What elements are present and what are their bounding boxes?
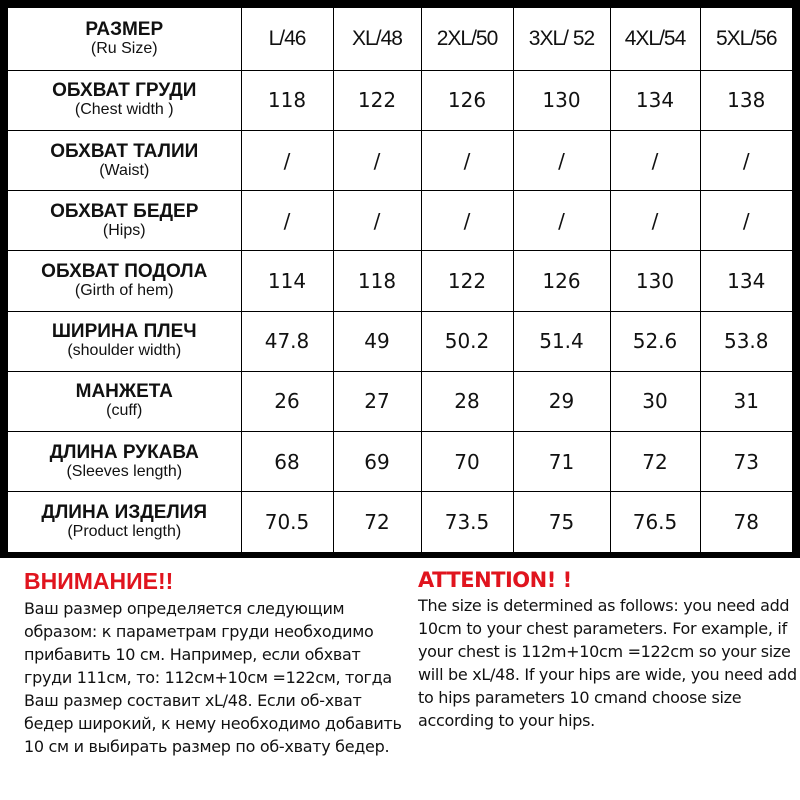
- measurement-cell: 71: [513, 432, 610, 492]
- measurement-cell: 73: [700, 432, 792, 492]
- measurement-cell: /: [421, 191, 513, 251]
- row-label-en: (Waist): [99, 161, 150, 179]
- measurement-cell: 114: [241, 251, 333, 311]
- measurement-cell: /: [513, 191, 610, 251]
- row-label-en: (cuff): [106, 402, 143, 420]
- row-label-ru: ДЛИНА ИЗДЕЛИЯ: [41, 502, 208, 524]
- measurement-cell: 68: [241, 432, 333, 492]
- measurement-cell: 76.5: [610, 492, 700, 552]
- measurement-cell: 122: [333, 70, 421, 130]
- row-label-en: (Product length): [67, 523, 182, 541]
- row-label-cell: [8, 432, 241, 492]
- measurement-cell: 47.8: [241, 311, 333, 371]
- row-label-en: (shoulder width): [67, 342, 182, 360]
- row-label-en: (Sleeves length): [66, 462, 183, 480]
- table-row: [8, 191, 792, 251]
- row-label-en: (Girth of hem): [74, 281, 174, 299]
- size-table: [8, 8, 792, 552]
- measurement-cell: 70.5: [241, 492, 333, 552]
- measurement-cell: /: [700, 191, 792, 251]
- row-label-cell: [8, 371, 241, 431]
- row-label-ru: ОБХВАТ ГРУДИ: [52, 80, 197, 102]
- measurement-cell: /: [333, 130, 421, 190]
- measurement-cell: /: [700, 130, 792, 190]
- measurement-cell: 78: [700, 492, 792, 552]
- table-row: [8, 251, 792, 311]
- row-label-ru: ОБХВАТ ТАЛИИ: [50, 140, 199, 162]
- measurement-cell: 134: [700, 251, 792, 311]
- measurement-cell: 69: [333, 432, 421, 492]
- table-row: [8, 432, 792, 492]
- size-header: 4XL/54: [610, 8, 700, 70]
- attention-text-en: The size is determined as follows: you need add 10cm to your chest parameters. For example, if your chest is 112m+10cm =122cm so your size will be xL/48. If your hips are wide, you need add to hips parameters 10 cmand choose size according to your hips.: [418, 596, 797, 730]
- row-label-ru: ДЛИНА РУКАВА: [49, 441, 199, 463]
- measurement-cell: 29: [513, 371, 610, 431]
- measurement-cell: 31: [700, 371, 792, 431]
- header-row: [8, 8, 792, 70]
- attention-title-en: ATTENTION! !: [418, 568, 572, 592]
- size-header: 2XL/50: [421, 8, 513, 70]
- measurement-cell: 73.5: [421, 492, 513, 552]
- table-row: [8, 311, 792, 371]
- measurement-cell: 27: [333, 371, 421, 431]
- measurement-cell: /: [241, 191, 333, 251]
- table-row: [8, 371, 792, 431]
- row-label-cell: [8, 130, 241, 190]
- measurement-cell: 49: [333, 311, 421, 371]
- measurement-cell: 72: [610, 432, 700, 492]
- size-header: 3XL/ 52: [513, 8, 610, 70]
- measurement-cell: 28: [421, 371, 513, 431]
- header-label-cell: [8, 8, 241, 70]
- measurement-cell: 126: [421, 70, 513, 130]
- measurement-cell: 122: [421, 251, 513, 311]
- measurement-cell: /: [610, 130, 700, 190]
- measurement-cell: 130: [610, 251, 700, 311]
- measurement-cell: /: [421, 130, 513, 190]
- header-label-en: (Ru Size): [90, 39, 158, 57]
- attention-title-ru: ВНИМАНИЕ!!: [24, 568, 174, 594]
- measurement-cell: 52.6: [610, 311, 700, 371]
- table-row: [8, 70, 792, 130]
- measurement-cell: 138: [700, 70, 792, 130]
- measurement-cell: /: [610, 191, 700, 251]
- notes-ru: [24, 568, 409, 758]
- table-row: [8, 492, 792, 552]
- notes-en: [418, 568, 798, 732]
- measurement-cell: /: [513, 130, 610, 190]
- measurement-cell: 26: [241, 371, 333, 431]
- measurement-cell: 118: [241, 70, 333, 130]
- measurement-cell: 51.4: [513, 311, 610, 371]
- measurement-cell: 75: [513, 492, 610, 552]
- measurement-cell: 70: [421, 432, 513, 492]
- measurement-cell: 30: [610, 371, 700, 431]
- measurement-cell: 134: [610, 70, 700, 130]
- row-label-cell: [8, 492, 241, 552]
- size-header: 5XL/56: [700, 8, 792, 70]
- row-label-cell: [8, 191, 241, 251]
- measurement-cell: 130: [513, 70, 610, 130]
- measurement-cell: 118: [333, 251, 421, 311]
- row-label-en: (Chest width ): [74, 101, 174, 119]
- row-label-ru: ШИРИНА ПЛЕЧ: [51, 321, 197, 343]
- row-label-cell: [8, 311, 241, 371]
- row-label-ru: ОБХВАТ БЕДЕР: [50, 200, 199, 222]
- measurement-cell: 72: [333, 492, 421, 552]
- measurement-cell: /: [241, 130, 333, 190]
- measurement-cell: 50.2: [421, 311, 513, 371]
- measurement-cell: /: [333, 191, 421, 251]
- measurement-cell: 126: [513, 251, 610, 311]
- row-label-cell: [8, 70, 241, 130]
- size-header: L/46: [241, 8, 333, 70]
- size-header: XL/48: [333, 8, 421, 70]
- attention-text-ru: Ваш размер определяется следующим образом: к параметрам груди необходимо прибавить 10 см. Например, если обхват груди 111см, то: 112см+10см =122см, тогда Ваш размер составит xL/48. Если об-хват бедер широкий, к нему необходимо добавить 10 см и выбирать размер по об-хвату бедер.: [24, 599, 402, 756]
- header-label-ru: РАЗМЕР: [85, 18, 164, 40]
- row-label-en: (Hips): [102, 221, 146, 239]
- measurement-cell: 53.8: [700, 311, 792, 371]
- row-label-ru: МАНЖЕТА: [75, 381, 173, 403]
- row-label-cell: [8, 251, 241, 311]
- table-row: [8, 130, 792, 190]
- row-label-ru: ОБХВАТ ПОДОЛА: [41, 260, 208, 282]
